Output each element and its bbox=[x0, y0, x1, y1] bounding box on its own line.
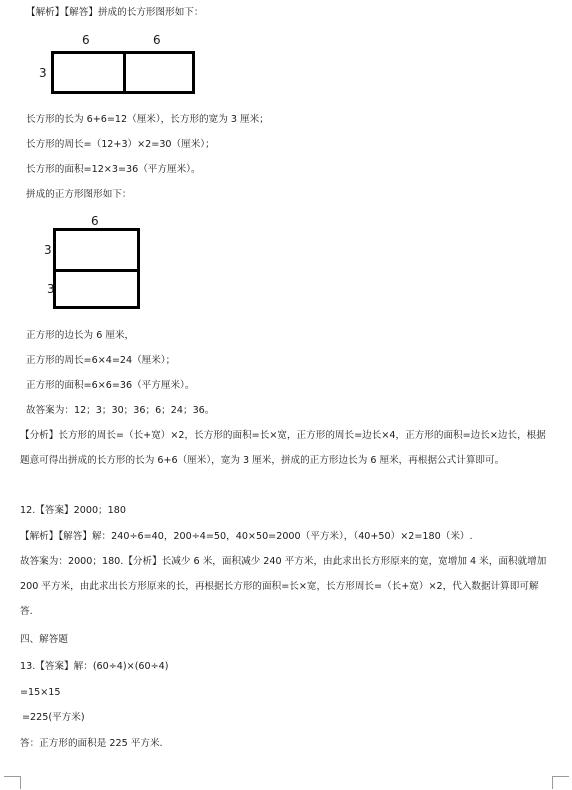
square-top-label: 6 bbox=[91, 214, 99, 228]
rect-area-line: 长方形的面积=12×3=36（平方厘米）。 bbox=[26, 164, 201, 175]
square-side-line: 正方形的边长为 6 厘米， bbox=[26, 330, 135, 341]
analysis-header: 【解析】【解答】拼成的长方形图形如下： bbox=[26, 7, 204, 18]
q13-step1: =15×15 bbox=[20, 687, 61, 698]
square-area-line: 正方形的面积=6×6=36（平方厘米）。 bbox=[26, 380, 195, 391]
q13-step2: =225(平方米) bbox=[22, 712, 85, 723]
q13-answer: 13.【答案】解：(60÷4)×(60÷4) bbox=[20, 661, 169, 672]
q12-analysis: 故答案为：2000；180.【分析】长减少 6 米，面积减少 240 平方米，由此求出长方形原来的宽，宽增加 4 米，面积就增加 200 平方米，由此求出长方形原来的长，再根据长方形的面积=长×宽，长方形周长=（长+宽）×2，代入数据计算即可解答. bbox=[20, 556, 547, 617]
q12-solution: 【解析】【解答】解：240÷6=40，200÷4=50，40×50=2000（平方米），（40+50）×2=180（米）. bbox=[20, 531, 473, 542]
q11-answer-line: 故答案为：12；3；30；36；6；24；36。 bbox=[26, 405, 215, 416]
rect-side-label: 3 bbox=[39, 66, 47, 80]
square-intro: 拼成的正方形图形如下： bbox=[26, 189, 132, 200]
square-side-label-top: 3 bbox=[44, 243, 52, 257]
q12-answer: 12.【答案】2000；180 bbox=[20, 505, 126, 516]
page-corner-mark-right bbox=[552, 776, 569, 789]
rect-perimeter-line: 长方形的周长=（12+3）×2=30（厘米）； bbox=[26, 139, 215, 150]
page-corner-mark-left bbox=[4, 776, 21, 789]
rect-top-label-right: 6 bbox=[153, 33, 161, 47]
square-bottom-half bbox=[53, 269, 140, 309]
q13-conclusion: 答：正方形的面积是 225 平方米. bbox=[20, 738, 163, 749]
rect-right-square bbox=[123, 51, 195, 94]
square-perimeter-line: 正方形的周长=6×4=24（厘米）； bbox=[26, 355, 176, 366]
q11-analysis: 【分析】长方形的周长=（长+宽）×2，长方形的面积=长×宽，正方形的周长=边长×4，正方形的面积=边长×边长，根据题意可得出拼成的长方形的长为 6+6（厘米），宽为 3 厘米，拼成的正方形边长为 6 厘米，再根据公式计算即可。 bbox=[20, 430, 546, 466]
rect-top-label-left: 6 bbox=[82, 33, 90, 47]
square-top-half bbox=[53, 228, 140, 272]
rect-left-square bbox=[51, 51, 126, 94]
section-heading: 四、解答题 bbox=[20, 634, 68, 645]
rect-length-line: 长方形的长为 6+6=12（厘米），长方形的宽为 3 厘米； bbox=[26, 114, 269, 125]
square-side-label-bottom: 3 bbox=[47, 282, 55, 296]
